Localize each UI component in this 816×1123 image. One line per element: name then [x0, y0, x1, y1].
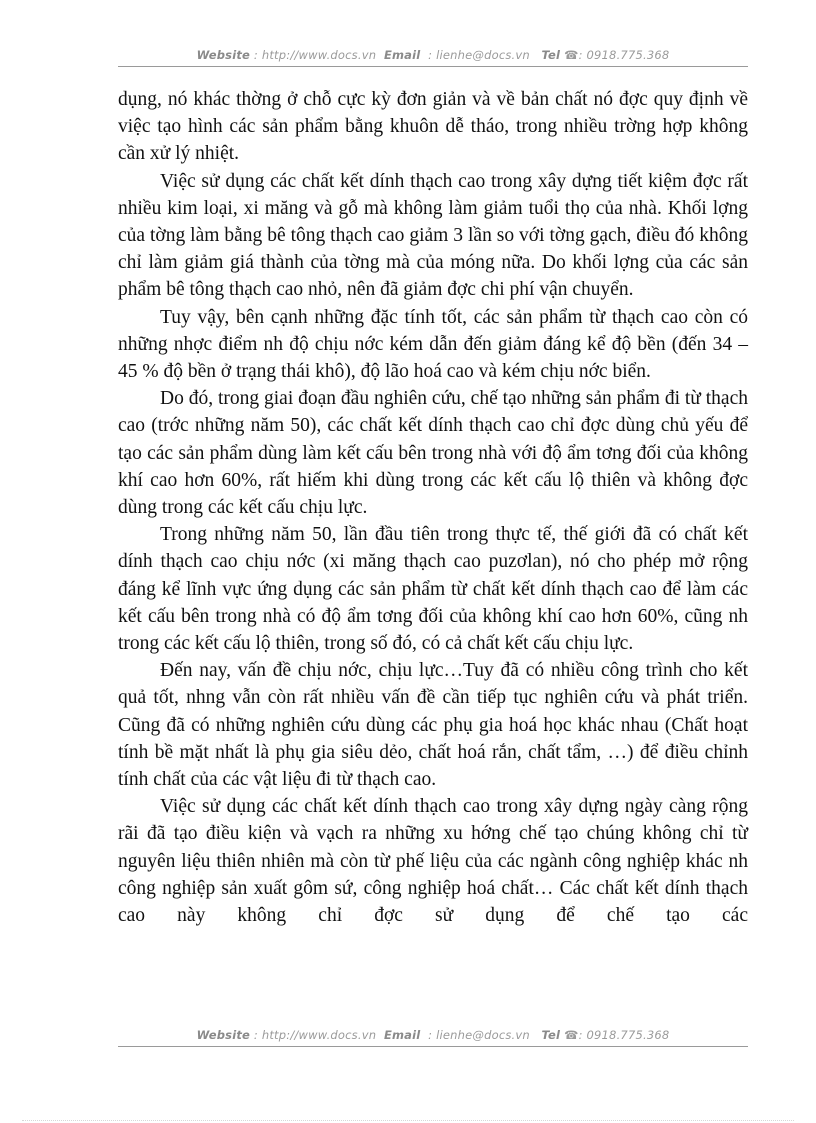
phone-icon: ☎: [564, 48, 579, 62]
paragraph: Việc sử dụng các chất kết dính thạch cao trong xây dựng tiết kiệm đợc rất nhiều kim loại, xi măng và gỗ mà không làm giảm tuổi thọ của nhà. Khối lợng của tờng làm bằng bê tông thạch cao giảm 3 lần so với tờng gạch, điều đó không chỉ làm giảm giá thành của tờng mà của móng nữa. Do khối lợng của các sản phẩm bê tông thạch cao nhỏ, nên đã giảm đợc chi phí vận chuyển.: [118, 170, 748, 301]
header-divider: [118, 66, 748, 67]
paragraph: Tuy vậy, bên cạnh những đặc tính tốt, các sản phẩm từ thạch cao còn có những nhợc điểm nh độ chịu nớc kém dẫn đến giảm đáng kể độ bền (đến 34 – 45 % độ bền ở trạng thái khô), độ lão hoá cao và kém chịu nớc biển.: [118, 306, 748, 383]
header-email-link[interactable]: : lienhe@docs.vn: [428, 48, 530, 62]
phone-icon: ☎: [564, 1028, 579, 1042]
footer-website-label: Website: [196, 1028, 251, 1042]
header-tel-value: : 0918.775.368: [578, 48, 670, 62]
footer-email-link[interactable]: : lienhe@docs.vn: [428, 1028, 530, 1042]
footer-divider: [118, 1046, 748, 1047]
paragraph: Việc sử dụng các chất kết dính thạch cao trong xây dựng ngày càng rộng rãi đã tạo điều kiện và vạch ra những xu hớng chế tạo chúng không chỉ từ nguyên liệu thiên nhiên mà còn từ phế liệu của các ngành công nghiệp khác nh công nghiệp sản xuất gôm sứ, công nghiệp hoá chất… Các chất kết dính thạch cao này không chỉ đợc sử dụng để chế tạo các: [118, 796, 748, 927]
footer-tel-label: Tel: [541, 1028, 561, 1042]
paragraph: dụng, nó khác thờng ở chỗ cực kỳ đơn giản và về bản chất nó đợc quy định về việc tạo hình các sản phẩm bằng khuôn dễ tháo, trong nhiều trờng hợp không cần xử lý nhiệt.: [118, 89, 748, 165]
footer-email-label: Email: [383, 1028, 421, 1042]
paragraph: Trong những năm 50, lần đầu tiên trong thực tế, thế giới đã có chất kết dính thạch cao chịu nớc (xi măng thạch cao puzơlan), nó cho phép mở rộng đáng kể lĩnh vực ứng dụng các sản phẩm từ chất kết dính thạch cao để làm các kết cấu bên trong nhà có độ ẩm tơng đối của không khí cao hơn 60%, cũng nh trong các kết cấu lộ thiên, trong số đó, có cả chất kết cấu chịu lực.: [118, 524, 748, 655]
header-website-label: Website: [196, 48, 251, 62]
paragraph: Đến nay, vấn đề chịu nớc, chịu lực…Tuy đã có nhiều công trình cho kết quả tốt, nhng vẫn còn rất nhiều vấn đề cần tiếp tục nghiên cứu và phát triển. Cũng đã có những nghiên cứu dùng các phụ gia hoá học khác nhau (Chất hoạt tính bề mặt nhất là phụ gia siêu dẻo, chất hoá rắn, chất tẩm, …) để điều chỉnh tính chất của các vật liệu đi từ thạch cao.: [118, 660, 748, 791]
page-footer: [118, 1028, 748, 1042]
footer-website-link[interactable]: : http://www.docs.vn: [253, 1028, 377, 1042]
page-bottom-divider: [22, 1120, 794, 1121]
header-email-label: Email: [383, 48, 421, 62]
body-text: [118, 86, 748, 929]
footer-tel-value: : 0918.775.368: [578, 1028, 670, 1042]
paragraph: Do đó, trong giai đoạn đầu nghiên cứu, chế tạo những sản phẩm đi từ thạch cao (trớc những năm 50), các chất kết dính thạch cao chỉ đợc dùng chủ yếu để tạo các sản phẩm dùng làm kết cấu bên trong nhà với độ ẩm tơng đối của không khí cao hơn 60%, rất hiếm khi dùng trong các kết cấu lộ thiên và không đợc dùng trong các kết cấu chịu lực.: [118, 388, 748, 519]
header-tel-label: Tel: [541, 48, 561, 62]
page-header: [118, 48, 748, 62]
header-website-link[interactable]: : http://www.docs.vn: [253, 48, 377, 62]
